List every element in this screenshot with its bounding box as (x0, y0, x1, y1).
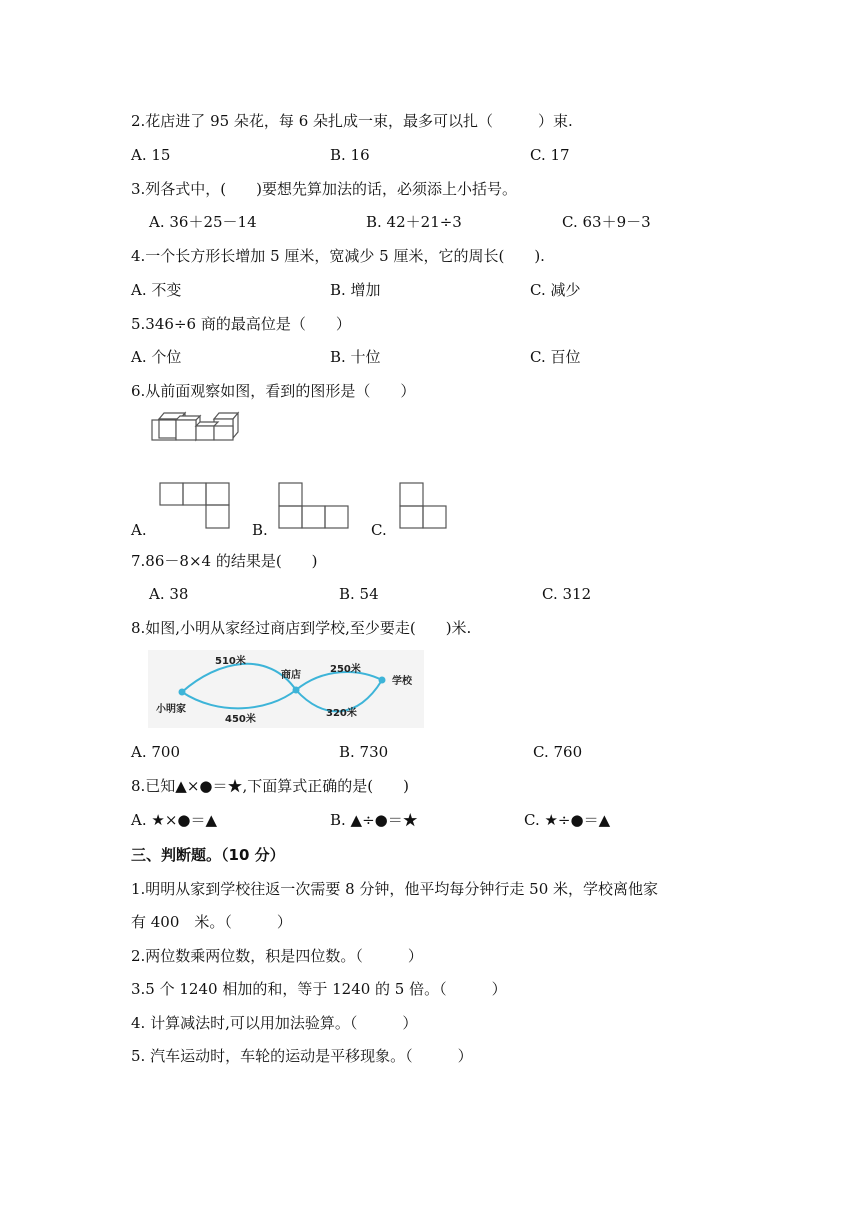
q8b-option-c: C. ★÷●＝▲ (524, 811, 611, 829)
q5-option-b: B. 十位 (330, 348, 381, 366)
q7-option-a: A. 38 (149, 585, 189, 603)
route-label-320: 320米 (326, 708, 357, 719)
question-7: 7.86－8×4 的结果是( ) (131, 552, 318, 570)
school-point (379, 677, 386, 684)
q6-option-b-figure (277, 481, 352, 531)
q3-option-b: B. 42＋21÷3 (366, 213, 462, 231)
q8b-option-a: A. ★×●＝▲ (131, 811, 218, 829)
route-label-510: 510米 (215, 656, 246, 667)
q2-option-c: C. 17 (530, 146, 570, 164)
judge-item-2: 2.两位数乘两位数，积是四位数。（ ） (131, 947, 423, 965)
q5-option-c: C. 百位 (530, 348, 581, 366)
q3-option-c: C. 63＋9－3 (562, 213, 651, 231)
school-label: 学校 (392, 676, 412, 687)
route-label-250: 250米 (330, 664, 361, 675)
q3-option-a: A. 36＋25－14 (149, 213, 257, 231)
question-6: 6.从前面观察如图，看到的图形是（ ） (131, 382, 416, 400)
judge-item-5: 5. 汽车运动时，车轮的运动是平移现象。（ ） (131, 1047, 473, 1065)
question-8-symbols: 8.已知▲×●＝★,下面算式正确的是( ) (131, 777, 409, 795)
q7-option-c: C. 312 (542, 585, 592, 603)
question-3: 3.列各式中，( )要想先算加法的话，必须添上小括号。 (131, 180, 518, 198)
q2-option-a: A. 15 (131, 146, 171, 164)
question-8-route: 8.如图,小明从家经过商店到学校,至少要走( )米. (131, 619, 472, 637)
judge-item-3: 3.5 个 1240 相加的和，等于 1240 的 5 倍。（ ） (131, 980, 507, 998)
judge-item-1-cont: 有 400 米。（ ） (131, 913, 292, 931)
q4-option-b: B. 增加 (330, 281, 381, 299)
route-label-450: 450米 (225, 714, 256, 725)
q4-option-a: A. 不变 (131, 281, 182, 299)
section-3-title: 三、判断题。（10 分） (131, 846, 285, 864)
q2-option-b: B. 16 (330, 146, 370, 164)
judge-item-4: 4. 计算减法时,可以用加法验算。（ ） (131, 1014, 418, 1032)
q8b-option-b: B. ▲÷●＝★ (330, 811, 418, 829)
question-2: 2.花店进了 95 朵花，每 6 朵扎成一束，最多可以扎（ ）束. (131, 112, 573, 130)
home-point (179, 689, 186, 696)
home-label: 小明家 (156, 704, 186, 715)
judge-item-1: 1.明明从家到学校往返一次需要 8 分钟，他平均每分钟行走 50 米，学校离他家 (131, 880, 659, 898)
q5-option-a: A. 个位 (131, 348, 182, 366)
route-map-figure (148, 650, 424, 728)
q6-option-c: C. (371, 521, 387, 539)
cube-stack-figure (150, 410, 245, 442)
q6-option-a: A. (131, 521, 147, 539)
q4-option-c: C. 减少 (530, 281, 581, 299)
q6-option-a-figure (158, 481, 233, 531)
shop-point (293, 687, 300, 694)
q8a-option-a: A. 700 (131, 743, 180, 761)
q6-option-c-figure (398, 481, 453, 531)
q8a-option-b: B. 730 (339, 743, 389, 761)
question-5: 5.346÷6 商的最高位是（ ） (131, 315, 351, 333)
q8a-option-c: C. 760 (533, 743, 583, 761)
q7-option-b: B. 54 (339, 585, 379, 603)
question-4: 4.一个长方形长增加 5 厘米，宽减少 5 厘米，它的周长( ). (131, 247, 545, 265)
shop-label: 商店 (281, 670, 301, 681)
q6-option-b: B. (252, 521, 268, 539)
